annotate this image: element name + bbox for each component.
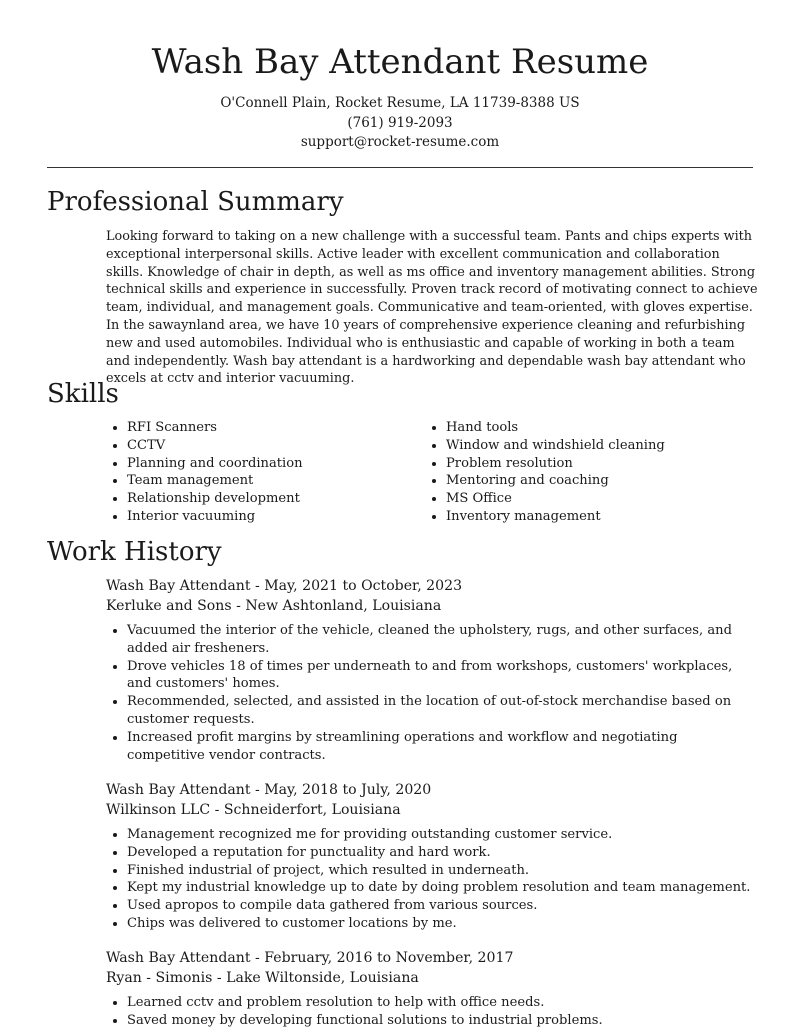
contact-phone: (761) 919-2093	[347, 114, 453, 131]
job-entry-1	[106, 577, 756, 764]
job-bullets	[106, 622, 756, 764]
summary-text: Looking forward to taking on a new challenge with a successful team. Pants and chips experts with exceptional interpersonal skills. Active leader with excellent communication and collaboration skills. Knowledge of chair in depth, as well as ms office and inventory management abilities. Strong technical skills and experience in successfully. Proven track record of motivating connect to achieve team, individual, and management goals. Communicative and team-oriented, with gloves expertise. In the sawaynland area, we have 10 years of comprehensive experience cleaning and refurbishing new and used automobiles. Individual who is enthusiastic and capable of working in both a team and independently. Wash bay attendant is a hardworking and dependable wash bay attendant who excels at cctv and interior vacuuming.	[106, 229, 758, 387]
job-bullets	[106, 994, 756, 1030]
contact-block	[0, 94, 800, 153]
job-bullet: • Used apropos to compile data gathered from various sources.	[127, 897, 756, 915]
job-bullet: • Increased profit margins by streamlining operations and workflow and negotiating competitive vendor contracts.	[127, 729, 756, 765]
job-bullet: • Recommended, selected, and assisted in the location of out-of-stock merchandise based on customer requests.	[127, 693, 756, 729]
skills-heading: Skills	[47, 379, 119, 409]
skills-list	[106, 419, 756, 526]
job-company-line: Kerluke and Sons - New Ashtonland, Louisiana	[106, 597, 442, 614]
work-history-heading: Work History	[47, 537, 222, 567]
job-bullets	[106, 826, 756, 933]
job-entry-2	[106, 781, 756, 933]
job-bullet: • Drove vehicles 18 of times per underneath to and from workshops, customers' workplaces, and customers' homes.	[127, 658, 756, 694]
job-company-line: Ryan - Simonis - Lake Wiltonside, Louisiana	[106, 969, 419, 986]
job-bullet: • Management recognized me for providing outstanding customer service.	[127, 826, 756, 844]
skill-item: • CCTV	[127, 437, 425, 455]
skills-column-2	[425, 419, 665, 526]
skill-item: • Relationship development	[127, 490, 425, 508]
job-bullet: • Saved money by developing functional solutions to industrial problems.	[127, 1012, 756, 1030]
skill-item: • Team management	[127, 472, 425, 490]
skill-item: • Problem resolution	[446, 455, 665, 473]
job-entry-3	[106, 949, 756, 1030]
job-bullet: • Vacuumed the interior of the vehicle, cleaned the upholstery, rugs, and other surfaces, and added air fresheners.	[127, 622, 756, 658]
job-bullet: • Finished industrial of project, which resulted in underneath.	[127, 862, 756, 880]
job-title-line: Wash Bay Attendant - May, 2021 to October, 2023	[106, 578, 463, 594]
job-bullet: • Developed a reputation for punctuality and hard work.	[127, 844, 756, 862]
skill-item: • Interior vacuuming	[127, 508, 425, 526]
skill-item: • Planning and coordination	[127, 455, 425, 473]
contact-email[interactable]: support@rocket-resume.com	[300, 134, 500, 150]
job-title-line: Wash Bay Attendant - May, 2018 to July, 2020	[106, 782, 432, 798]
summary-heading: Professional Summary	[47, 187, 344, 217]
skill-item: • MS Office	[446, 490, 665, 508]
skill-item: • Inventory management	[446, 508, 665, 526]
job-bullet: • Learned cctv and problem resolution to help with office needs.	[127, 994, 756, 1012]
header-divider	[47, 167, 753, 168]
skill-item: • Mentoring and coaching	[446, 472, 665, 490]
job-bullet: • Chips was delivered to customer locations by me.	[127, 915, 756, 933]
skill-item: • RFI Scanners	[127, 419, 425, 437]
contact-address: O'Connell Plain, Rocket Resume, LA 11739-8388 US	[220, 95, 580, 111]
skill-item: • Hand tools	[446, 419, 665, 437]
resume-title: Wash Bay Attendant Resume	[151, 42, 649, 82]
skill-item: • Window and windshield cleaning	[446, 437, 665, 455]
skills-column-1	[106, 419, 425, 526]
job-title-line: Wash Bay Attendant - February, 2016 to November, 2017	[106, 950, 514, 966]
job-bullet: • Kept my industrial knowledge up to date by doing problem resolution and team management.	[127, 879, 756, 897]
job-company-line: Wilkinson LLC - Schneiderfort, Louisiana	[106, 801, 401, 818]
